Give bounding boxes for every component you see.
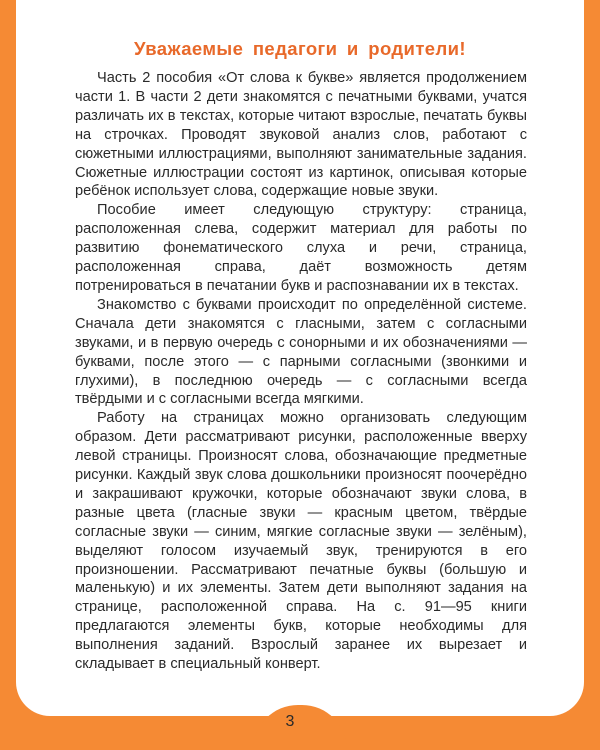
- paragraph-structure: Пособие имеет следующую структуру: страница, расположенная слева, содержит материал для работы по развитию фонематического слуха и речи, страница, расположенная справа, даёт возможность детям потренироваться в печатании букв и распознавании их в текстах.: [75, 202, 527, 294]
- body-text: [75, 69, 527, 674]
- page-title: Уважаемые педагоги и родители!: [134, 38, 466, 59]
- page-number: 3: [285, 713, 295, 730]
- paragraph-intro: Часть 2 пособия «От слова к букве» является продолжением части 1. В части 2 дети знакомятся с печатными буквами, учатся различать их в текстах, которые читают взрослые, печатать буквы на строчках. Проводят звуковой анализ слов, работают с сюжетными иллюстрациями, выполняют занимательные задания. Сюжетные иллюстрации состоят из картинок, описывая которые ребёнок использует слова, содержащие новые звуки.: [75, 70, 527, 200]
- paragraph-work-organization: Работу на страницах можно организовать следующим образом. Дети рассматривают рисунки, расположенные вверху левой страницы. Произносят слова, обозначающие предметные рисунки. Каждый звук слова дошкольники произносят поочерёдно и закрашивают кружочки, которые обозначают звуки слова, в разные цвета (гласные звуки — красным цветом, твёрдые согласные звуки — синим, мягкие согласные звуки — зелёным), выделяют голосом изучаемый звук, тренируются в его произношении. Рассматривают печатные буквы (большую и маленькую) и их элементы. Затем дети выполняют задания на странице, расположенной справа. На с. 91—95 книги предлагаются элементы букв, которые необходимы для выполнения заданий. Взрослый заранее их вырезает и складывает в специальный конверт.: [75, 410, 527, 673]
- paragraph-letters-system: Знакомство с буквами происходит по определённой системе. Сначала дети знакомятся с гласными, затем с согласными звуками, и в первую очередь с сонорными и их обозначениями — буквами, после этого — с парными согласными (звонкими и глухими), в последнюю очередь — с согласными всегда твёрдыми и с согласными всегда мягкими.: [75, 296, 527, 408]
